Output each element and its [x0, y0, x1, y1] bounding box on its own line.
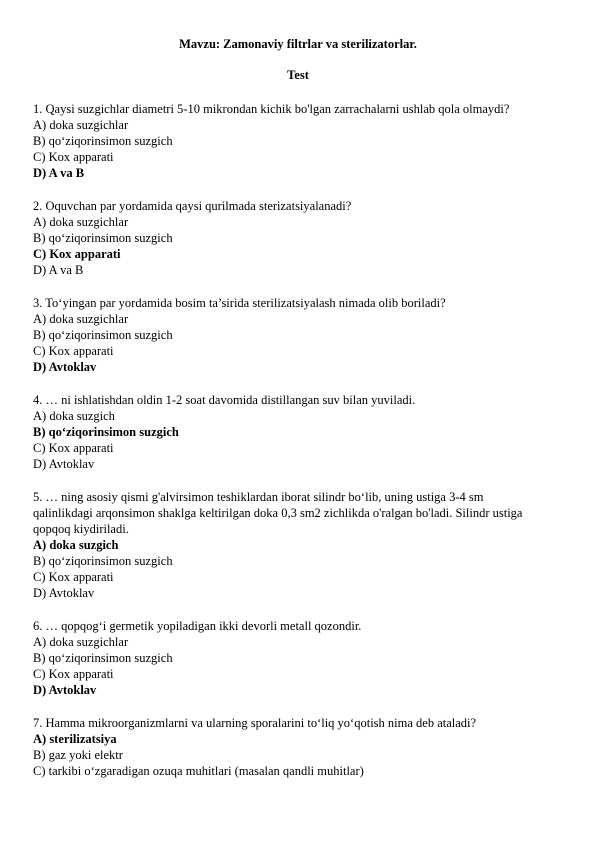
answer-option: B) qo‘ziqorinsimon suzgich	[33, 230, 173, 245]
answer-option: C) Kox apparati	[33, 343, 114, 358]
answer-option-correct: D) A va B	[33, 165, 85, 180]
answer-option: A) doka suzgichlar	[33, 214, 129, 229]
answer-option: C) Kox apparati	[33, 440, 114, 455]
question-block	[33, 393, 536, 473]
answer-option: C) tarkibi o‘zgaradigan ozuqa muhitlari (masalan qandli muhitlar)	[33, 763, 364, 778]
question-block	[33, 102, 536, 182]
answer-option: D) Avtoklav	[33, 456, 95, 471]
answer-option: B) gaz yoki elektr	[33, 747, 123, 762]
answer-option-correct: D) Avtoklav	[33, 359, 97, 374]
answer-option: A) doka suzgichlar	[33, 311, 129, 326]
answer-option: C) Kox apparati	[33, 569, 114, 584]
answer-option: B) qo‘ziqorinsimon suzgich	[33, 133, 173, 148]
answer-option: A) doka suzgich	[33, 409, 115, 423]
answer-option-correct: A) sterilizatsiya	[33, 731, 117, 746]
answer-option: D) A va B	[33, 262, 84, 277]
question-block	[33, 490, 536, 601]
answer-option-correct: A) doka suzgich	[33, 537, 119, 552]
question-block	[33, 296, 536, 376]
answer-option: B) qo‘ziqorinsimon suzgich	[33, 553, 173, 568]
answer-option: A) doka suzgichlar	[33, 117, 129, 132]
question-text: 4. … ni ishlatishdan oldin 1-2 soat davomida distillangan suv bilan yuviladi.	[33, 393, 416, 408]
answer-option: C) Kox apparati	[33, 149, 114, 164]
answer-option: D) Avtoklav	[33, 585, 95, 600]
question-text: 7. Hamma mikroorganizmlarni va ularning sporalarini to‘liq yo‘qotish nima deb ataladi?	[33, 716, 477, 730]
answer-option-correct: D) Avtoklav	[33, 682, 97, 697]
question-block	[33, 716, 536, 780]
question-text: 2. Oquvchan par yordamida qaysi qurilmada sterizatsiyalanadi?	[33, 199, 352, 214]
answer-option: C) Kox apparati	[33, 666, 114, 681]
answer-option: A) doka suzgichlar	[33, 634, 129, 649]
answer-option: B) qo‘ziqorinsimon suzgich	[33, 327, 173, 342]
question-block	[33, 619, 536, 699]
answer-option: B) qo‘ziqorinsimon suzgich	[33, 650, 173, 665]
page-title: Mavzu: Zamonaviy filtrlar va sterilizatorlar.	[179, 37, 417, 51]
question-text: 3. To‘yingan par yordamida bosim ta’sirida sterilizatsiyalash nimada olib boriladi?	[33, 296, 446, 311]
question-text: 1. Qaysi suzgichlar diametri 5-10 mikrondan kichik bo'lgan zarrachalarni ushlab qola olmaydi?	[33, 102, 510, 116]
question-text: 5. … ning asosiy qismi g'alvirsimon teshiklardan iborat silindr bo‘lib, uning ustiga 3-4 sm qalinlikdagi arqonsimon shaklga keltirilgan doka 0,3 sm2 zichlikda o'ralgan bo'ladi. Silindr ustiga qopqoq kiydiriladi.	[33, 490, 523, 536]
question-list	[33, 102, 536, 780]
question-block	[33, 199, 536, 279]
page-subtitle: Test	[287, 68, 309, 82]
answer-option-correct: B) qo‘ziqorinsimon suzgich	[33, 424, 179, 439]
question-text: 6. … qopqog‘i germetik yopiladigan ikki devorli metall qozondir.	[33, 618, 362, 633]
answer-option-correct: C) Kox apparati	[33, 246, 121, 261]
